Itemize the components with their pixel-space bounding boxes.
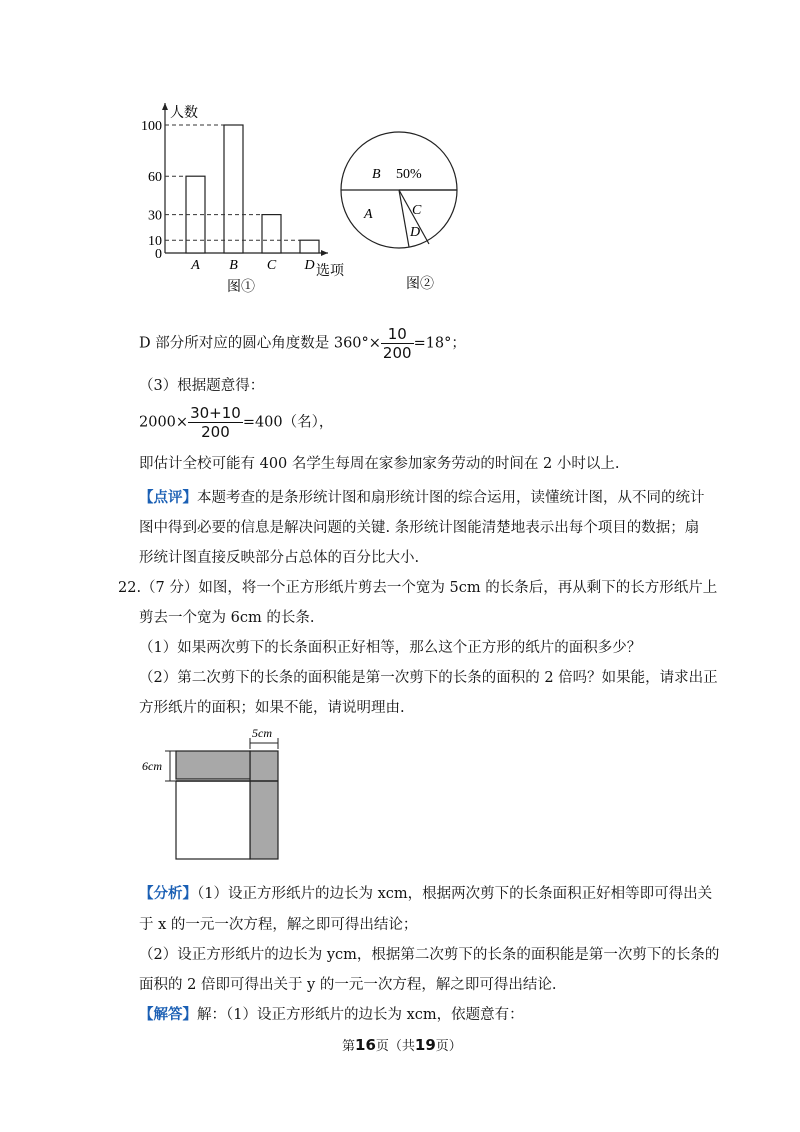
calc-prefix: 2000× <box>139 414 189 431</box>
estimate-line: 即估计全校可能有 400 名学生每周在家参加家务劳动的时间在 2 小时以上. <box>139 456 620 472</box>
d-angle-prefix: D 部分所对应的圆心角度数是 360°× <box>139 335 381 352</box>
pie-label-b: B <box>372 167 381 182</box>
calc-line <box>139 404 333 441</box>
q22-sub1: （1）如果两次剪下的长条面积正好相等，那么这个正方形的纸片的面积多少？ <box>139 640 642 656</box>
footer-mid: 页（共 <box>375 1039 415 1054</box>
pie-label-d: D <box>410 225 421 240</box>
bar-c <box>262 215 281 253</box>
comment-line-3: 形统计图直接反映部分占总体的百分比大小. <box>139 550 420 566</box>
footer-post: 页） <box>435 1039 462 1054</box>
d-angle-numerator: 10 <box>381 325 414 344</box>
bar-chart-ytick-10: 10 <box>148 234 162 250</box>
footer-total-pages: 19 <box>414 1036 436 1054</box>
bar-chart-caption: 图① <box>227 280 255 295</box>
pie-chart <box>340 130 470 295</box>
analysis-line-1 <box>139 882 712 903</box>
bar-d <box>300 240 319 253</box>
pie-chart-caption: 图② <box>406 277 434 292</box>
analysis-line-4: 面积的 2 倍即可得出关于 y 的一元一次方程，解之即可得出结论. <box>139 977 557 993</box>
answer-tag: 【解答】 <box>139 1006 197 1023</box>
analysis-tag: 【分析】 <box>139 885 197 902</box>
bar-chart-xtick-b: B <box>229 258 238 273</box>
q22-line-1: 22.（7 分）如图，将一个正方形纸片剪去一个宽为 5cm 的长条后，再从剩下的长方形纸片上 <box>118 580 718 596</box>
analysis-line-3: （2）设正方形纸片的边长为 ycm，根据第二次剪下的长条的面积能是第一次剪下的长条的 <box>139 947 720 963</box>
comment-line-1 <box>139 486 705 507</box>
bar-chart-ytick-30: 30 <box>148 208 162 224</box>
bar-chart-ylabel: 人数 <box>170 106 198 121</box>
footer-page-number: 16 <box>355 1036 376 1054</box>
bar-chart-ytick-60: 60 <box>148 170 162 186</box>
bar-chart-plot <box>141 103 328 273</box>
pie-label-a: A <box>364 207 373 222</box>
calc-denominator: 200 <box>201 423 230 441</box>
square-paper-figure <box>140 725 300 865</box>
footer-pre: 第 <box>342 1039 356 1054</box>
comment-text-1: 本题考查的是条形统计图和扇形统计图的综合运用，读懂统计图，从不同的统计 <box>197 490 705 506</box>
d-angle-line <box>139 325 466 362</box>
d-angle-denominator: 200 <box>382 344 412 362</box>
q22-sub2-line-a: （2）第二次剪下的长条的面积能是第一次剪下的长条的面积的 2 倍吗？如果能，请求出正 <box>139 670 718 686</box>
comment-line-2: 图中得到必要的信息是解决问题的关键. 条形统计图能清楚地表示出每个项目的数据；扇 <box>139 520 700 536</box>
bar-chart-x-arrow <box>321 250 328 256</box>
q22-sub2-line-b: 方形纸片的面积；如果不能，请说明理由. <box>139 700 405 716</box>
answer-text-1: 解：（1）设正方形纸片的边长为 xcm，依题意有： <box>197 1007 524 1023</box>
answer-line-1 <box>139 1003 524 1024</box>
bar-chart-xtick-c: C <box>266 258 277 273</box>
remaining-square <box>176 781 250 859</box>
bar-chart <box>130 95 360 295</box>
bar-chart-xlabel: 选项 <box>316 264 344 279</box>
dim-6cm-label: 6cm <box>142 759 162 773</box>
first-strip <box>250 751 278 859</box>
part3-heading: （3）根据题意得： <box>139 378 265 394</box>
pie-annotation: 50% <box>396 167 422 182</box>
second-strip <box>176 751 250 779</box>
calc-suffix: =400（名）， <box>242 414 334 431</box>
calc-numerator: 30+10 <box>190 404 241 422</box>
dim-5cm-label: 5cm <box>252 726 272 740</box>
analysis-text-1: （1）设正方形纸片的边长为 xcm，根据两次剪下的长条面积正好相等即可得出关 <box>197 886 713 902</box>
analysis-line-2: 于 x 的一元一次方程，解之即可得出结论； <box>139 917 418 933</box>
bar-chart-xtick-d: D <box>304 258 315 273</box>
calc-fraction <box>188 404 243 441</box>
bar-chart-ytick-100: 100 <box>141 119 162 134</box>
d-angle-suffix: =18°； <box>413 335 466 352</box>
bar-chart-xtick-a: A <box>191 258 200 273</box>
bar-chart-y-arrow <box>162 103 168 110</box>
bar-b <box>224 125 243 253</box>
page-footer <box>342 1035 462 1054</box>
pie-label-c: C <box>412 203 422 218</box>
q22-line-2: 剪去一个宽为 6cm 的长条. <box>139 610 315 626</box>
bar-chart-ytick-0: 0 <box>155 247 162 262</box>
comment-tag: 【点评】 <box>139 489 197 506</box>
d-angle-fraction <box>381 325 414 362</box>
